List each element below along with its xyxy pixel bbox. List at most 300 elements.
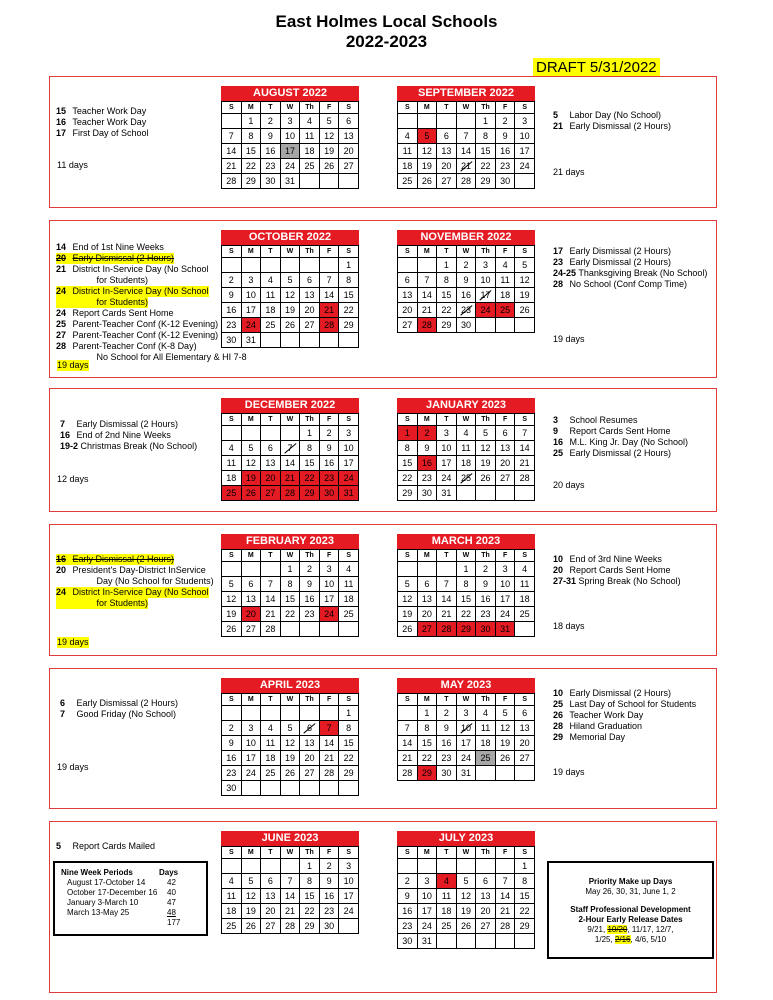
day-cell: 27 [476,919,496,934]
day-cell: 9 [222,736,242,751]
weekday-header: Th [300,102,320,114]
weekday-header: W [280,414,300,426]
day-cell: 19 [456,904,476,919]
note-date: 5 [56,841,62,851]
day-cell: 1 [241,114,261,129]
note-text: End of 2nd Nine Weeks [76,430,171,440]
day-cell: 15 [456,592,476,607]
note-line [56,587,209,598]
weekday-header: T [261,847,281,859]
day-cell: 23 [300,607,320,622]
weekday-header: Th [476,246,496,258]
day-cell [300,333,320,348]
day-cell: 2 [222,721,242,736]
day-cell [339,622,359,637]
note-date: 5 [553,110,559,120]
day-cell: 25 [398,174,418,189]
day-cell: 6 [300,273,320,288]
day-cell [437,562,457,577]
note-date: 14 [56,242,67,252]
note-date: 19-2 [60,441,79,451]
day-cell [398,859,418,874]
weekday-header: F [495,550,515,562]
weekday-header: M [241,550,261,562]
title-line-2: 2022-2023 [345,32,428,51]
day-cell: 7 [456,129,476,144]
day-cell: 9 [456,273,476,288]
note-date: 24-25 [553,268,577,278]
day-cell: 28 [222,174,242,189]
day-cell: 16 [456,288,476,303]
day-cell: 2 [495,114,515,129]
note-line [60,441,197,452]
weekday-header: S [515,414,535,426]
day-cell [300,706,320,721]
day-cell: 4 [515,562,535,577]
day-cell: 6 [261,441,281,456]
day-cell: 11 [437,889,457,904]
right-days-count: 21 days [553,167,585,177]
day-cell [515,318,535,333]
day-cell [280,258,300,273]
day-cell [261,333,281,348]
left-days-count: 19 days [57,360,89,370]
note-text: Teacher Work Day [72,106,147,116]
note-date: 28 [56,341,67,351]
nine-week-row [61,888,200,898]
day-cell: 7 [437,577,457,592]
day-cell: 6 [398,273,418,288]
note-line [56,554,174,565]
day-cell: 3 [437,426,457,441]
day-cell: 23 [417,471,437,486]
day-cell: 29 [300,919,320,934]
day-cell: 19 [222,607,242,622]
left-days-count: 12 days [57,474,89,484]
note-text: for Students) [96,297,149,307]
day-cell: 14 [319,288,339,303]
day-cell [437,859,457,874]
day-cell [495,486,515,501]
day-cell: 23 [437,751,457,766]
left-notes [60,698,225,720]
day-cell: 31 [339,486,359,501]
weekday-header: S [222,102,242,114]
period-days: 48 [167,908,176,917]
day-cell: 11 [261,288,281,303]
note-text: No School for All Elementary & HI 7-8 [96,352,247,362]
note-text: Good Friday (No School) [76,709,177,719]
day-cell: 5 [398,577,418,592]
weekday-header: F [495,847,515,859]
day-cell: 6 [339,114,359,129]
weekday-header: M [417,246,437,258]
day-cell: 31 [456,766,476,781]
weekday-header: F [495,246,515,258]
day-cell [515,766,535,781]
day-cell: 23 [222,318,242,333]
weekday-header: S [398,694,418,706]
day-cell: 22 [339,751,359,766]
note-date: 16 [56,554,67,564]
day-cell [476,934,496,949]
note-text: Early Dismissal (2 Hours) [569,448,672,458]
day-cell: 2 [417,426,437,441]
day-cell: 25 [222,486,242,501]
day-cell: 17 [280,144,300,159]
day-cell: 21 [280,471,300,486]
day-cell: 13 [398,288,418,303]
day-cell: 8 [476,129,496,144]
day-cell: 22 [398,471,418,486]
note-line [56,275,148,286]
day-cell: 11 [515,577,535,592]
day-cell: 11 [222,889,242,904]
day-cell: 25 [476,751,496,766]
day-cell [456,934,476,949]
day-cell: 30 [319,486,339,501]
nine-week-row [61,908,200,918]
day-cell [476,766,496,781]
day-cell: 20 [495,456,515,471]
day-cell: 5 [476,426,496,441]
day-cell: 16 [417,456,437,471]
note-line [56,598,148,609]
note-line [553,268,707,279]
day-cell: 3 [339,426,359,441]
day-cell: 28 [398,766,418,781]
day-cell: 26 [456,919,476,934]
note-line [56,242,164,253]
day-cell: 21 [319,751,339,766]
day-cell [339,333,359,348]
month-calendar [221,230,359,348]
day-cell: 3 [476,258,496,273]
day-cell: 8 [417,721,437,736]
day-cell: 28 [456,174,476,189]
day-cell: 5 [241,441,261,456]
note-date: 16 [553,437,564,447]
note-line [56,117,146,128]
day-cell: 8 [456,577,476,592]
month-title: JULY 2023 [397,831,535,846]
day-cell [398,562,418,577]
day-cell [300,622,320,637]
priority-title: Priority Make up Days [588,877,673,886]
day-cell: 1 [339,258,359,273]
day-cell: 14 [280,456,300,471]
day-cell: 30 [222,333,242,348]
day-cell: 16 [437,736,457,751]
day-cell: 8 [280,577,300,592]
day-cell: 18 [456,456,476,471]
note-line [553,110,671,121]
day-cell: 11 [339,577,359,592]
weekday-header: S [339,550,359,562]
day-cell: 23 [319,904,339,919]
day-cell: 27 [515,751,535,766]
weekday-header: T [437,694,457,706]
day-cell: 5 [417,129,437,144]
day-cell: 17 [476,288,496,303]
note-text: Hiland Graduation [569,721,643,731]
day-cell: 10 [339,874,359,889]
day-cell: 15 [515,889,535,904]
day-cell: 27 [495,471,515,486]
day-cell [280,859,300,874]
day-cell [222,706,242,721]
day-cell: 10 [319,577,339,592]
day-cell: 31 [495,622,515,637]
day-cell: 8 [300,874,320,889]
weekday-header: W [456,246,476,258]
day-cell: 16 [495,144,515,159]
weekday-header: Th [476,847,496,859]
day-cell: 5 [515,258,535,273]
day-cell: 14 [319,736,339,751]
day-cell [495,318,515,333]
pd-dates-1c: , 11/17, 12/7, [627,925,674,934]
day-cell: 12 [495,721,515,736]
day-cell: 15 [339,288,359,303]
note-text: Early Dismissal (2 Hours) [569,257,672,267]
day-cell [398,706,418,721]
note-date: 21 [553,121,564,131]
weekday-header: F [495,694,515,706]
day-cell: 31 [280,174,300,189]
weekday-header: F [495,102,515,114]
day-cell [339,781,359,796]
weekday-header: S [515,694,535,706]
day-cell: 16 [261,144,281,159]
day-cell: 12 [476,441,496,456]
note-line [56,841,155,852]
note-date: 20 [56,565,67,575]
day-cell [319,622,339,637]
right-notes [553,246,707,290]
note-line [553,699,696,710]
day-cell: 11 [495,273,515,288]
day-cell: 30 [319,919,339,934]
note-date: 10 [553,554,564,564]
note-date: 16 [56,117,67,127]
note-line [60,698,178,709]
weekday-header: Th [476,102,496,114]
day-cell [280,333,300,348]
month-calendar [397,678,535,781]
nine-week-total: 177 [167,918,181,927]
day-cell: 25 [437,919,457,934]
note-date: 21 [56,264,67,274]
day-cell: 26 [280,318,300,333]
day-cell: 20 [398,303,418,318]
day-cell: 24 [241,318,261,333]
day-cell: 25 [339,607,359,622]
day-cell: 13 [495,441,515,456]
day-cell: 2 [261,114,281,129]
day-cell: 6 [241,577,261,592]
day-cell: 4 [261,273,281,288]
day-cell: 19 [280,751,300,766]
day-cell: 24 [437,471,457,486]
note-text: First Day of School [72,128,149,138]
note-date: 26 [553,710,564,720]
day-cell: 22 [515,904,535,919]
note-text: for Students) [96,598,149,608]
day-cell [456,859,476,874]
day-cell: 9 [437,721,457,736]
period-days: 42 [167,878,176,887]
weekday-header: M [417,102,437,114]
weekday-header: W [456,847,476,859]
day-cell: 7 [398,721,418,736]
day-cell: 19 [241,904,261,919]
note-date: 28 [553,721,564,731]
day-cell: 16 [476,592,496,607]
day-cell: 20 [339,144,359,159]
day-cell [241,562,261,577]
day-cell: 30 [476,622,496,637]
day-cell: 29 [339,318,359,333]
weekday-header: M [241,847,261,859]
weekday-header: F [495,414,515,426]
right-days-count: 18 days [553,621,585,631]
right-notes [553,110,671,132]
note-line [553,415,688,426]
day-cell: 18 [261,303,281,318]
day-cell: 14 [261,592,281,607]
day-cell [339,174,359,189]
day-cell: 20 [515,736,535,751]
note-text: End of 3rd Nine Weeks [569,554,662,564]
day-cell: 21 [398,751,418,766]
day-cell: 22 [456,607,476,622]
period-range: January 3-March 10 [67,898,139,907]
day-cell: 15 [300,456,320,471]
day-cell [241,859,261,874]
day-cell: 18 [515,592,535,607]
day-cell: 7 [417,273,437,288]
day-cell: 16 [222,303,242,318]
note-line [56,286,209,297]
day-cell: 27 [417,622,437,637]
day-cell: 26 [417,174,437,189]
day-cell: 29 [437,318,457,333]
day-cell: 20 [261,904,281,919]
note-text: Early Dismissal (2 Hours) [569,688,672,698]
left-notes [56,554,221,609]
nine-week-header: Nine Week Periods [61,868,133,877]
day-cell: 1 [437,258,457,273]
right-days-count: 20 days [553,480,585,490]
right-days-count: 19 days [553,334,585,344]
month-title: AUGUST 2022 [221,86,359,101]
day-cell: 22 [300,904,320,919]
day-cell: 27 [241,622,261,637]
day-cell: 7 [515,426,535,441]
day-cell: 22 [300,471,320,486]
period-days: 47 [167,898,176,907]
day-cell: 20 [476,904,496,919]
day-cell: 13 [300,736,320,751]
weekday-header: T [261,694,281,706]
note-line [56,297,148,308]
month-title: MARCH 2023 [397,534,535,549]
note-text: for Students) [96,275,149,285]
note-text: Early Dismissal (2 Hours) [76,698,179,708]
day-cell [261,781,281,796]
note-date: 24 [56,308,67,318]
pd-dates-2b: 2/16 [614,935,631,944]
note-line [553,721,696,732]
weekday-header: Th [300,847,320,859]
pd-dates-1a: 9/21, [587,925,608,934]
day-cell: 18 [398,159,418,174]
day-cell: 13 [261,889,281,904]
weekday-header: W [280,102,300,114]
day-cell: 10 [417,889,437,904]
day-cell: 28 [280,919,300,934]
day-cell [300,174,320,189]
day-cell [261,706,281,721]
day-cell [241,706,261,721]
day-cell: 14 [437,592,457,607]
weekday-header: F [319,414,339,426]
day-cell: 22 [437,303,457,318]
day-cell: 23 [319,471,339,486]
note-date: 29 [553,732,564,742]
weekday-header: W [280,694,300,706]
note-line [56,106,146,117]
day-cell: 9 [222,288,242,303]
weekday-header: T [437,847,457,859]
weekday-header: T [261,550,281,562]
day-cell: 6 [437,129,457,144]
right-days-count: 19 days [553,767,585,777]
day-cell: 7 [319,273,339,288]
day-cell: 14 [495,889,515,904]
day-cell [280,706,300,721]
day-cell: 6 [515,706,535,721]
day-cell [241,426,261,441]
note-line [56,128,149,139]
month-calendar [397,831,535,949]
day-cell: 21 [515,456,535,471]
day-cell: 17 [339,456,359,471]
day-cell: 29 [515,919,535,934]
weekday-header: S [398,414,418,426]
day-cell: 21 [417,303,437,318]
day-cell: 3 [241,273,261,288]
day-cell: 25 [300,159,320,174]
day-cell: 1 [339,706,359,721]
note-date: 20 [553,565,564,575]
day-cell: 13 [515,721,535,736]
day-cell [261,859,281,874]
weekday-header: T [437,550,457,562]
weekday-header: M [417,694,437,706]
left-days-count: 11 days [57,160,88,170]
day-cell: 23 [456,303,476,318]
day-cell: 14 [515,441,535,456]
day-cell: 25 [261,318,281,333]
day-cell: 21 [222,159,242,174]
day-cell: 29 [456,622,476,637]
day-cell: 9 [319,874,339,889]
day-cell [319,781,339,796]
note-text: Report Cards Sent Home [569,565,671,575]
day-cell [495,766,515,781]
